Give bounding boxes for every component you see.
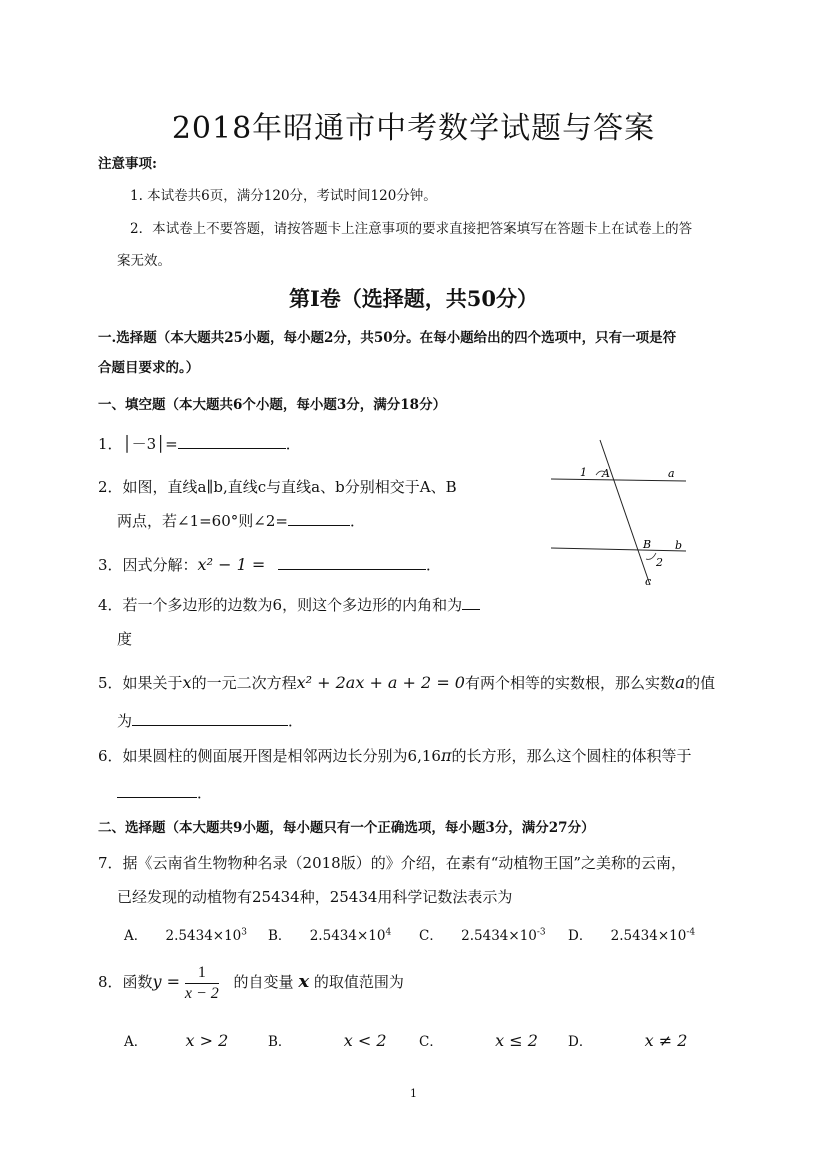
question-5	[98, 672, 715, 693]
q8-option-c-expr: x ≤ 2	[495, 1031, 538, 1050]
q8-option-b-expr: x < 2	[343, 1031, 387, 1050]
q5-var-x: x	[182, 673, 192, 692]
document-title: 2018年昭通市中考数学试题与答案	[171, 111, 656, 146]
question-6-cont	[117, 782, 212, 803]
question-2: 2．如图，直线a∥b,直线c与直线a、b分别相交于A、B	[98, 478, 457, 496]
q8-option-d	[568, 1030, 687, 1050]
q1-answer-blank	[178, 434, 286, 449]
q7-option-a-label: A．	[124, 928, 148, 944]
q7-option-d	[568, 924, 695, 944]
q7-option-b	[268, 924, 391, 944]
q8-end: 的取值范围为	[313, 973, 404, 991]
mc-intro: 一.选择题（本大题共25小题，每小题2分，共50分。在每小题给出的四个选项中，只有一项是符	[98, 330, 677, 346]
q3-expression: x² − 1 =	[197, 555, 266, 574]
page-number: 1	[410, 1087, 417, 1100]
q8-option-b	[268, 1030, 387, 1050]
label-1: 1	[580, 466, 587, 479]
q7-option-c	[419, 924, 546, 944]
q8-option-b-label: B．	[268, 1034, 292, 1050]
line-b	[551, 548, 686, 551]
q6-answer-blank	[117, 783, 197, 798]
label-B: B	[643, 538, 652, 551]
q7-option-d-base: 2.5434×10	[610, 928, 687, 944]
q1-expression: │－3│=	[122, 435, 178, 453]
line-a	[551, 479, 686, 481]
q6-line1b: 的长方形，那么这个圆柱的体积等于	[451, 747, 692, 765]
q8-mid: 的自变量	[233, 973, 294, 991]
q8-option-d-expr: x ≠ 2	[644, 1031, 688, 1050]
q7-option-b-base: 2.5434×10	[309, 928, 386, 944]
question-4-cont: 度	[117, 630, 133, 648]
q3-prefix: 3．因式分解：	[98, 556, 198, 574]
line-c	[600, 440, 650, 585]
q6-pi: π	[440, 746, 452, 765]
notice-item-2: 2．本试卷上不要答题，请按答题卡上注意事项的要求直接把答案填写在答题卡上在试卷上的答	[130, 221, 693, 237]
notice-heading: 注意事项:	[98, 156, 157, 172]
label-2: 2	[656, 556, 663, 569]
q7-option-d-exp: -4	[686, 927, 696, 938]
question-5-cont	[117, 710, 303, 731]
q5-equation: x² + 2ax + a + 2 = 0	[296, 673, 465, 692]
q7-option-c-label: C．	[419, 928, 443, 944]
angle-2-arc	[646, 553, 656, 559]
q7-option-c-exp: -3	[536, 927, 546, 938]
q5-suffix: 有两个相等的实数根，那么实数	[464, 674, 675, 692]
q8-fraction	[185, 963, 219, 1004]
q8-var: x	[298, 971, 310, 992]
q8-option-c-label: C．	[419, 1034, 443, 1050]
q5-prefix: 5．如果关于	[98, 674, 183, 692]
question-8	[98, 960, 404, 1004]
q7-option-a	[124, 924, 247, 944]
mc-intro-cont: 合题目要求的。）	[98, 360, 200, 376]
q8-y-eq: y =	[152, 972, 181, 991]
parallel-lines-figure	[548, 435, 693, 590]
question-7: 7．据《云南省生物物种名录（2018版）的》介绍，在素有“动植物王国”之美称的云南，	[98, 854, 687, 872]
q2-end: ．	[349, 512, 365, 530]
q6-end: ．	[197, 784, 213, 802]
label-c: c	[645, 575, 652, 588]
q5-var-a: a	[675, 673, 686, 693]
q3-answer-blank	[278, 555, 426, 570]
q7-option-a-base: 2.5434×10	[165, 928, 242, 944]
notice-item-1: 1. 本试卷共6页，满分120分，考试时间120分钟。	[130, 188, 437, 204]
q3-end: ．	[426, 556, 442, 574]
q4-answer-blank	[462, 595, 480, 610]
q2-answer-blank	[288, 511, 350, 526]
q8-prefix: 8．函数	[98, 973, 153, 991]
q1-end: ．	[285, 435, 301, 453]
label-a: a	[668, 467, 675, 480]
question-4	[98, 594, 480, 615]
question-7-cont: 已经发现的动植物有25434种，25434用科学记数法表示为	[117, 888, 513, 906]
question-3	[98, 554, 441, 575]
q8-option-a-expr: x > 2	[185, 1031, 229, 1050]
q7-option-d-label: D．	[568, 928, 593, 944]
q8-option-a-label: A．	[124, 1034, 148, 1050]
q5-mid: 的一元二次方程	[191, 674, 297, 692]
q8-denominator: x − 2	[184, 984, 219, 1002]
question-2-cont	[117, 510, 365, 531]
question-1	[98, 433, 301, 454]
volume-title: 第Ⅰ卷（选择题，共50分）	[288, 286, 539, 311]
notice-item-2-cont: 案无效。	[117, 253, 171, 269]
q5-line2-end: ．	[288, 712, 304, 730]
question-6	[98, 745, 691, 766]
q6-line1a: 6．如果圆柱的侧面展开图是相邻两边长分别为6,16	[98, 747, 441, 765]
q7-option-b-label: B．	[268, 928, 292, 944]
section-multiple-choice: 二、选择题（本大题共9小题，每小题只有一个正确选项，每小题3分，满分27分）	[98, 820, 595, 836]
q5-line2: 为	[117, 712, 133, 730]
q7-option-b-exp: 4	[385, 927, 392, 938]
section-fill-blank: 一、填空题（本大题共6个小题，每小题3分，满分18分）	[98, 397, 447, 413]
q7-option-c-base: 2.5434×10	[461, 928, 537, 944]
q4-line1: 4．若一个多边形的边数为6，则这个多边形的内角和为	[98, 596, 463, 614]
q7-option-a-exp: 3	[241, 927, 248, 938]
q8-option-a	[124, 1030, 228, 1050]
label-b: b	[675, 539, 683, 552]
q5-answer-blank	[132, 711, 288, 726]
q5-end: 的值	[685, 674, 716, 692]
q1-number: 1．	[98, 435, 123, 453]
q8-numerator: 1	[185, 963, 219, 984]
label-A: A	[602, 467, 610, 480]
q8-option-d-label: D．	[568, 1034, 593, 1050]
q2-line2: 两点，若∠1=60°则∠2=	[117, 512, 288, 530]
q8-option-c	[419, 1030, 538, 1050]
